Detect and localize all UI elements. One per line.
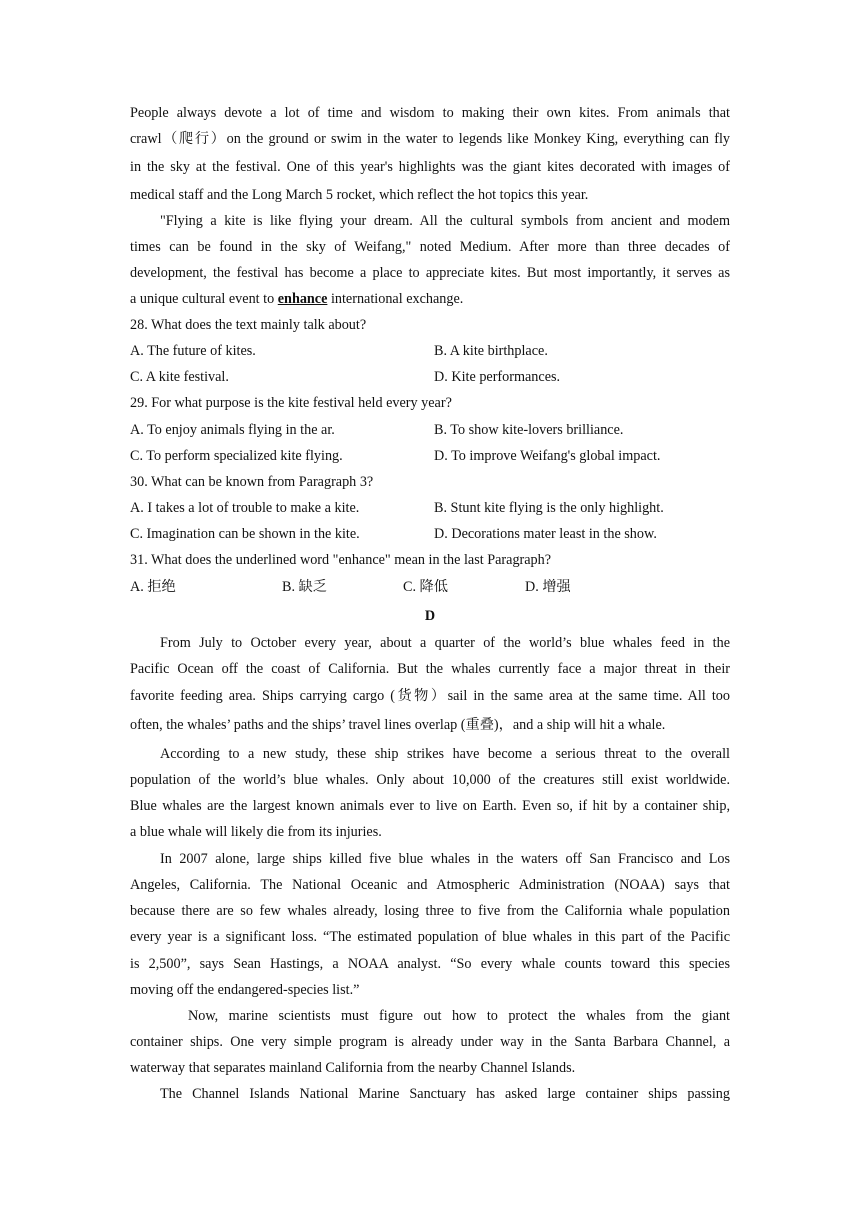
passage-line: Now, marine scientists must figure out how to protect the whales from the giant (188, 1008, 730, 1024)
passage-line: every year is a significant loss. “The estimated population of blue whales in this part of the Pacific (130, 929, 730, 945)
passage-line (130, 286, 730, 312)
passage-line: waterway that separates mainland California from the nearby Channel Islands. (130, 1060, 576, 1076)
option-c: C. To perform specialized kite flying. (130, 448, 343, 464)
option-b: B. 缺乏 (282, 579, 327, 595)
passage-line: moving off the endangered-species list.” (130, 982, 360, 998)
text-segment: a unique cultural event to (130, 291, 278, 307)
passage-line: People always devote a lot of time and wisdom to making their own kites. From animals that (130, 105, 730, 121)
option-a: A. The future of kites. (130, 343, 256, 359)
passage-line: is 2,500”, says Sean Hastings, a NOAA analyst. “So every whale counts toward this species (130, 956, 730, 972)
passage-line: From July to October every year, about a quarter of the world’s blue whales feed in the (160, 635, 730, 651)
passage-line: The Channel Islands National Marine Sanctuary has asked large container ships passing (160, 1086, 730, 1102)
option-b: B. Stunt kite flying is the only highlight. (434, 500, 664, 516)
option-row (130, 443, 730, 469)
passage-line: medical staff and the Long March 5 rocket, which reflect the hot topics this year. (130, 187, 589, 203)
passage-line: crawl（爬行）on the ground or swim in the water to legends like Monkey King, everything can fly (130, 131, 730, 147)
text-segment: international exchange. (327, 291, 464, 307)
option-row (130, 521, 730, 547)
passage-line: development, the festival has become a place to appreciate kites. But most importantly, it serves as (130, 265, 730, 281)
passage-line: often, the whales’ paths and the ships’ travel lines overlap (重叠)，and a ship will hit a whale. (130, 717, 666, 733)
option-c: C. A kite festival. (130, 369, 229, 385)
passage-line: "Flying a kite is like flying your dream. All the cultural symbols from ancient and modem (160, 213, 730, 229)
question-stem: 30. What can be known from Paragraph 3? (130, 474, 374, 490)
option-row (130, 364, 730, 390)
option-c: C. Imagination can be shown in the kite. (130, 526, 360, 542)
passage-line: container ships. One very simple program is already under way in the Santa Barbara Channel, a (130, 1034, 730, 1050)
option-d: D. Kite performances. (434, 369, 561, 385)
option-row (130, 338, 730, 364)
passage-line: Blue whales are the largest known animals ever to live on Earth. Even so, if hit by a container ship, (130, 798, 730, 814)
option-row (130, 574, 730, 600)
passage-line: a blue whale will likely die from its injuries. (130, 824, 382, 840)
passage-line: Pacific Ocean off the coast of California. But the whales currently face a major threat in their (130, 661, 730, 677)
question-stem: 29. For what purpose is the kite festival held every year? (130, 395, 452, 411)
question-stem: 28. What does the text mainly talk about? (130, 317, 367, 333)
passage-line: in the sky at the festival. One of this year's highlights was the giant kites decorated with images of (130, 159, 730, 175)
passage-line: According to a new study, these ship strikes have become a serious threat to the overall (160, 746, 730, 762)
passage-line: because there are so few whales already, losing three to five from the California whale population (130, 903, 730, 919)
option-row (130, 495, 730, 521)
option-a: A. To enjoy animals flying in the ar. (130, 422, 335, 438)
option-b: B. A kite birthplace. (434, 343, 548, 359)
option-a: A. 拒绝 (130, 579, 176, 595)
passage-line: times can be found in the sky of Weifang," noted Medium. After more than three decades of (130, 239, 730, 255)
option-d: D. To improve Weifang's global impact. (434, 448, 661, 464)
option-c: C. 降低 (403, 579, 448, 595)
passage-line: Angeles, California. The National Oceanic and Atmospheric Administration (NOAA) says that (130, 877, 730, 893)
option-b: B. To show kite-lovers brilliance. (434, 422, 624, 438)
option-d: D. Decorations mater least in the show. (434, 526, 657, 542)
section-heading: D (424, 608, 436, 624)
option-d: D. 增强 (525, 579, 571, 595)
option-a: A. I takes a lot of trouble to make a kite. (130, 500, 360, 516)
option-row (130, 417, 730, 443)
passage-line: In 2007 alone, large ships killed five blue whales in the waters off San Francisco and Los (160, 851, 730, 867)
underlined-word: enhance (277, 291, 328, 307)
passage-line: favorite feeding area. Ships carrying cargo (货物）sail in the same area at the same time. All too (130, 688, 730, 704)
passage-line: population of the world’s blue whales. Only about 10,000 of the creatures still exist worldwide. (130, 772, 730, 788)
question-stem: 31. What does the underlined word "enhance" mean in the last Paragraph? (130, 552, 552, 568)
